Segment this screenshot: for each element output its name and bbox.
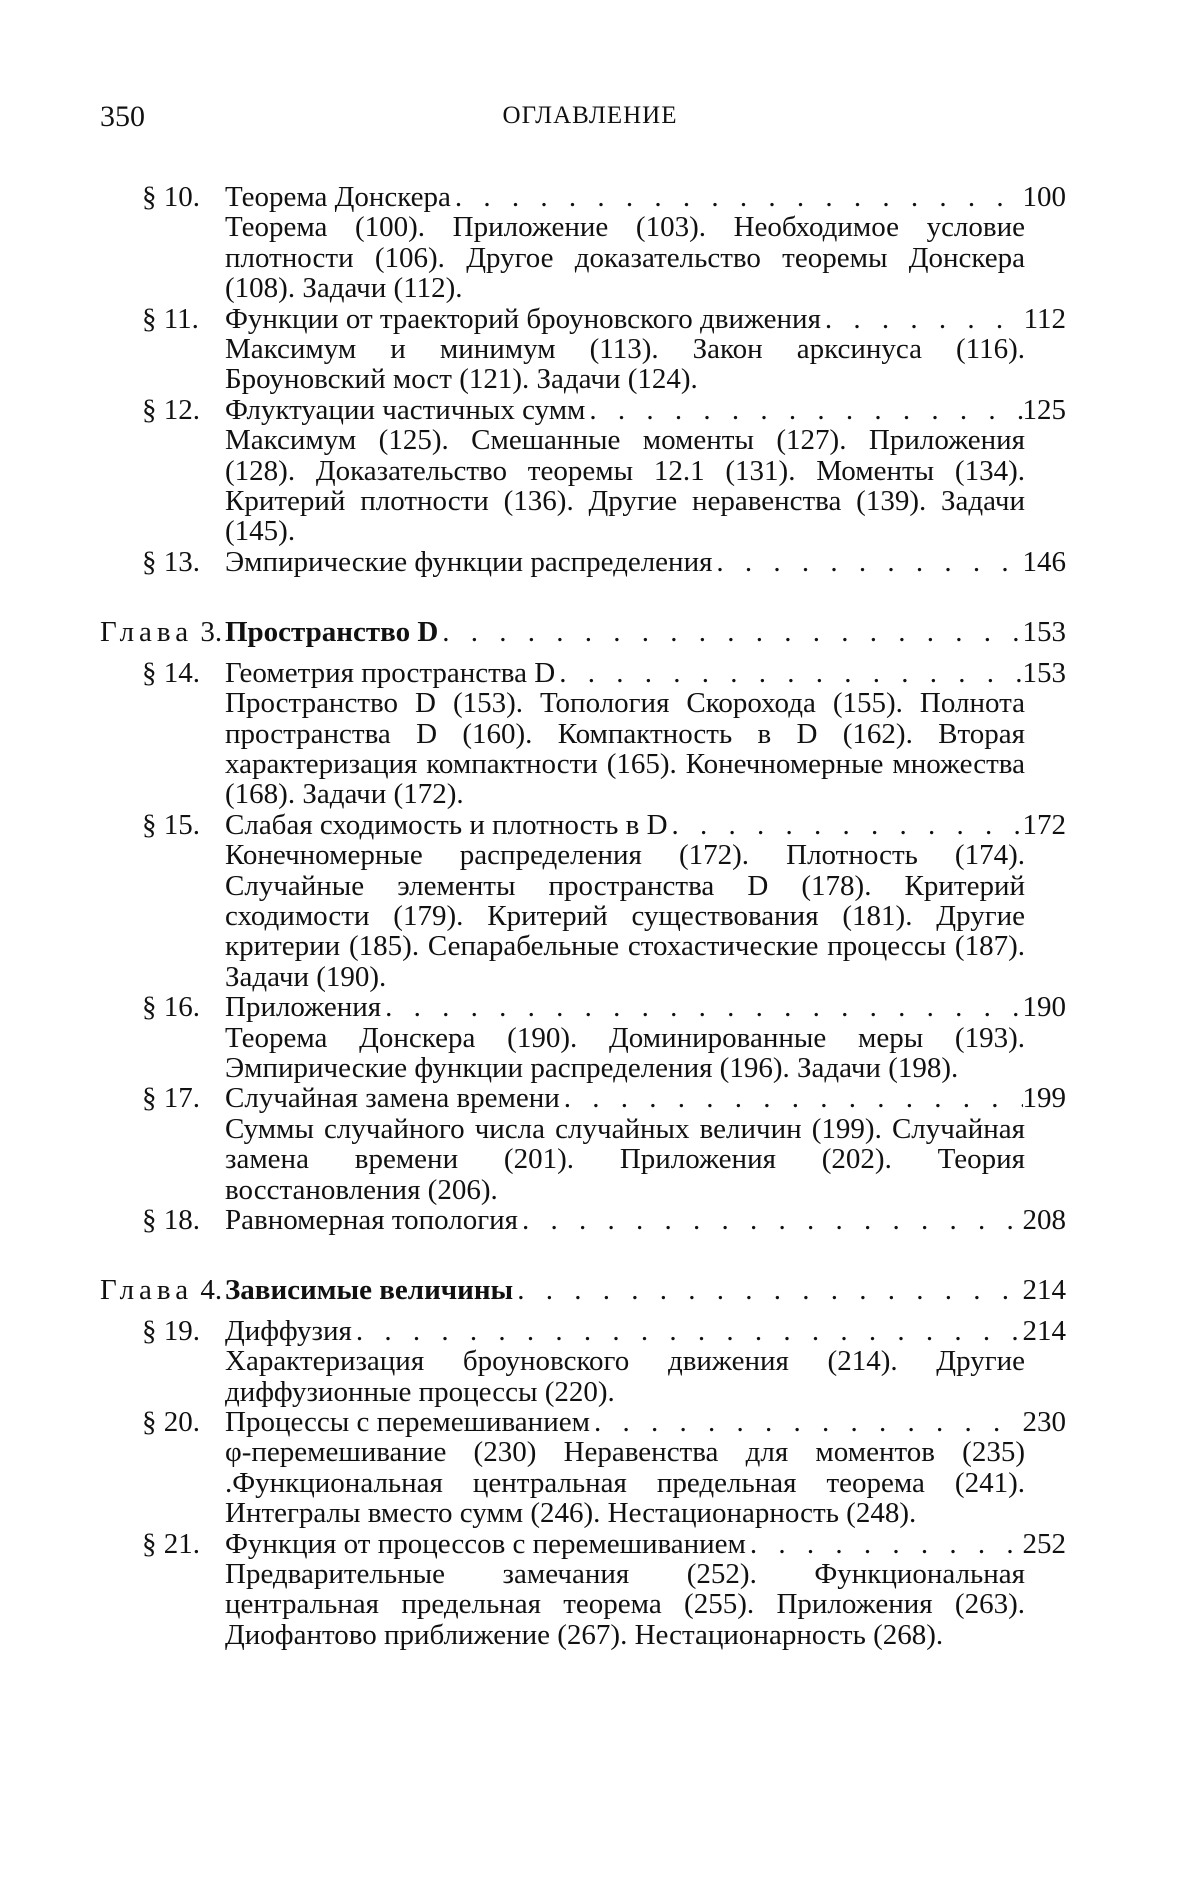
section-number: § 11.: [142, 302, 199, 335]
page-header: [100, 100, 1080, 140]
dot-leader: [712, 547, 1022, 577]
section-title: Геометрия пространства D: [225, 656, 556, 689]
section-title: Слабая сходимость и плотность в D: [225, 808, 668, 841]
section-description: φ-перемешивание (230) Неравенства для моментов (235) .Функциональная центральная предельная теорема (241). Интегралы вместо сумм (246). Нестационарность (248).: [225, 1436, 1025, 1530]
section-entry: [100, 1205, 1066, 1235]
section-number: § 16.: [142, 991, 200, 1024]
section-title: Случайная замена времени: [225, 1082, 560, 1115]
section-number: § 15.: [142, 808, 200, 841]
chapter-label: Глава: [100, 1274, 194, 1307]
section-row: [100, 304, 1066, 334]
section-entry: [100, 1083, 1066, 1205]
chapter-title: Пространство D: [225, 616, 439, 649]
section-title: Приложения: [225, 991, 382, 1024]
chapter-row: [100, 1275, 1066, 1305]
section-number: § 18.: [142, 1204, 200, 1236]
section-description: Конечномерные распределения (172). Плотность (174). Случайные элементы пространства D (178). Критерий сходимости (179). Критерий существования (181). Другие критерии (185). Сепарабельные стохастические процессы (187). Задачи (190).: [225, 839, 1025, 993]
section-title: Функция от процессов с перемешиванием: [225, 1527, 746, 1560]
section-row: [100, 1316, 1066, 1346]
chapter-num: 3.: [200, 616, 223, 649]
chapter-page: 214: [1022, 1274, 1066, 1307]
dot-leader: [381, 992, 1022, 1022]
section-entry: [100, 547, 1066, 577]
section-number: § 14.: [142, 656, 200, 689]
section-page: 214: [1022, 1314, 1066, 1347]
chapter-entry: [100, 1275, 1066, 1305]
section-entry: [100, 992, 1066, 1083]
section-description: Максимум (125). Смешанные моменты (127). Приложения (128). Доказательство теоремы 12.1 (131). Моменты (134). Критерий плотности (136). Другие неравенства (139). Задачи (145).: [225, 424, 1025, 548]
section-title: Эмпирические функции распределения: [225, 545, 713, 578]
section-page: 100: [1022, 181, 1066, 213]
section-number: § 17.: [142, 1082, 200, 1115]
dot-leader: [518, 1205, 1022, 1235]
section-row: [100, 1529, 1066, 1559]
section-row: [100, 1205, 1066, 1235]
section-number: § 10.: [142, 181, 200, 213]
section-entry: [100, 1529, 1066, 1651]
section-page: 172: [1022, 808, 1066, 841]
running-title: ОГЛАВЛЕНИЕ: [502, 102, 678, 129]
dot-leader: [438, 617, 1022, 647]
section-page: 153: [1022, 656, 1066, 689]
chapter-page: 153: [1022, 616, 1066, 649]
section-description: Теорема Донскера (190). Доминированные меры (193). Эмпирические функции распределения (196). Задачи (198).: [225, 1021, 1025, 1084]
table-of-contents: [100, 182, 1066, 1650]
section-row: [100, 1407, 1066, 1437]
dot-leader: [352, 1316, 1023, 1346]
section-description: Предварительные замечания (252). Функциональная центральная предельная теорема (255). Приложения (263). Диофантово приближение (267). Нестационарность (268).: [225, 1558, 1025, 1651]
chapter-row: [100, 617, 1066, 647]
chapter-num: 4.: [200, 1274, 223, 1307]
section-page: 199: [1022, 1082, 1066, 1115]
section-page: 125: [1022, 393, 1066, 426]
section-row: [100, 395, 1066, 425]
chapter-label: Глава: [100, 616, 194, 649]
section-row: [100, 992, 1066, 1022]
chapter-number: [100, 1275, 225, 1305]
chapter-entry: [100, 617, 1066, 647]
section-number: § 19.: [142, 1314, 200, 1347]
section-page: 208: [1022, 1204, 1066, 1236]
section-row: [100, 1083, 1066, 1113]
chapter-number: [100, 617, 225, 647]
section-row: [100, 547, 1066, 577]
section-number: § 12.: [142, 393, 200, 426]
dot-leader: [668, 810, 1023, 840]
section-number: § 13.: [142, 545, 200, 578]
section-page: 252: [1022, 1527, 1066, 1560]
section-title: Равномерная топология: [225, 1204, 519, 1236]
section-title: Процессы с перемешиванием: [225, 1406, 590, 1439]
section-row: [100, 658, 1066, 688]
dot-leader: [560, 1083, 1023, 1113]
dot-leader: [590, 1407, 1023, 1437]
section-entry: [100, 395, 1066, 547]
section-entry: [100, 304, 1066, 395]
dot-leader: [585, 395, 1022, 425]
section-title: Диффузия: [225, 1314, 352, 1347]
section-description: Суммы случайного числа случайных величин (199). Случайная замена времени (201). Приложения (202). Теория восстановления (206).: [225, 1112, 1025, 1206]
section-description: Теорема (100). Приложение (103). Необходимое условие плотности (106). Другое доказательство теоремы Донскера (108). Задачи (112).: [225, 211, 1025, 305]
dot-leader: [451, 182, 1023, 212]
section-title: Флуктуации частичных сумм: [225, 393, 586, 426]
section-row: [100, 810, 1066, 840]
section-entry: [100, 810, 1066, 992]
section-description: Пространство D (153). Топология Скорохода (155). Полнота пространства D (160). Компактность в D (162). Вторая характеризация компактности (165). Конечномерные множества (168). Задачи (172).: [225, 687, 1025, 811]
section-description: Максимум и минимум (113). Закон арксинуса (116). Броуновский мост (121). Задачи (124).: [225, 333, 1025, 396]
section-title: Функции от траекторий броуновского движения: [225, 302, 821, 335]
section-entry: [100, 182, 1066, 304]
section-number: § 21.: [142, 1527, 200, 1560]
page-number: 350: [100, 100, 145, 133]
dot-leader: [821, 304, 1024, 334]
section-page: 146: [1022, 545, 1066, 578]
section-page: 230: [1022, 1406, 1066, 1439]
section-entry: [100, 658, 1066, 810]
dot-leader: [746, 1529, 1023, 1559]
chapter-title: Зависимые величины: [225, 1274, 514, 1307]
section-number: § 20.: [142, 1406, 200, 1439]
section-entry: [100, 1316, 1066, 1407]
section-page: 112: [1023, 302, 1066, 335]
dot-leader: [555, 658, 1022, 688]
section-row: [100, 182, 1066, 212]
section-entry: [100, 1407, 1066, 1529]
section-page: 190: [1022, 991, 1066, 1024]
section-description: Характеризация броуновского движения (214). Другие диффузионные процессы (220).: [225, 1345, 1025, 1408]
section-title: Теорема Донскера: [225, 181, 451, 213]
dot-leader: [513, 1275, 1022, 1305]
